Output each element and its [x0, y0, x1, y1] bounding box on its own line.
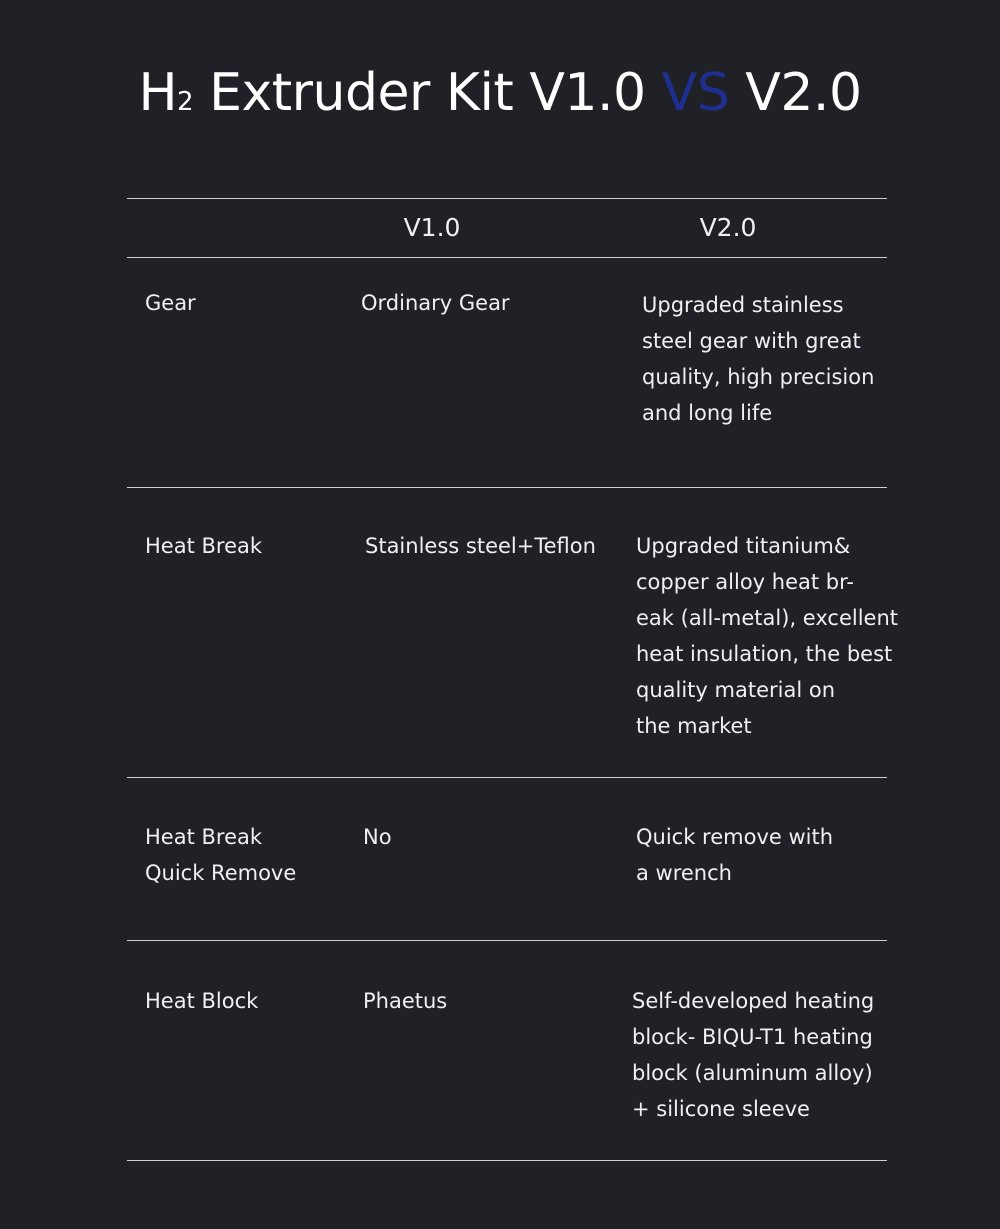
feature-cell: Heat Break Quick Remove	[145, 825, 297, 885]
title-subscript: 2	[177, 87, 194, 117]
table-top-rule	[127, 198, 887, 199]
v1-cell: Phaetus	[363, 989, 448, 1013]
title-suffix: V2.0	[729, 63, 862, 123]
title-main: Extruder Kit V1.0	[193, 63, 662, 123]
v1-cell: Stainless steel+Teflon	[365, 534, 596, 558]
feature-cell: Heat Break	[145, 534, 263, 558]
table-bottom-rule	[127, 1160, 887, 1161]
row-rule	[127, 487, 887, 488]
header-v1: V1.0	[403, 213, 461, 242]
v2-cell: Quick remove with a wrench	[636, 825, 834, 885]
title-vs: VS	[661, 63, 730, 123]
title-prefix: H	[138, 63, 178, 123]
row-rule	[127, 940, 887, 941]
row-rule	[127, 777, 887, 778]
header-rule	[127, 257, 887, 258]
feature-cell: Heat Block	[145, 989, 259, 1013]
feature-cell: Gear	[145, 291, 196, 315]
v1-cell: Ordinary Gear	[361, 291, 510, 315]
page-title	[0, 58, 1000, 137]
v2-cell: Self-developed heating block- BIQU-T1 heating block (aluminum alloy) + silicone sleeve	[632, 989, 875, 1121]
header-v2: V2.0	[699, 213, 757, 242]
v2-cell: Upgraded stainless steel gear with great quality, high precision and long life	[642, 293, 875, 425]
v2-cell: Upgraded titanium& copper alloy heat br- eak (all-metal), excellent heat insulation, the best quality material on the market	[636, 534, 898, 738]
v1-cell: No	[363, 825, 392, 849]
